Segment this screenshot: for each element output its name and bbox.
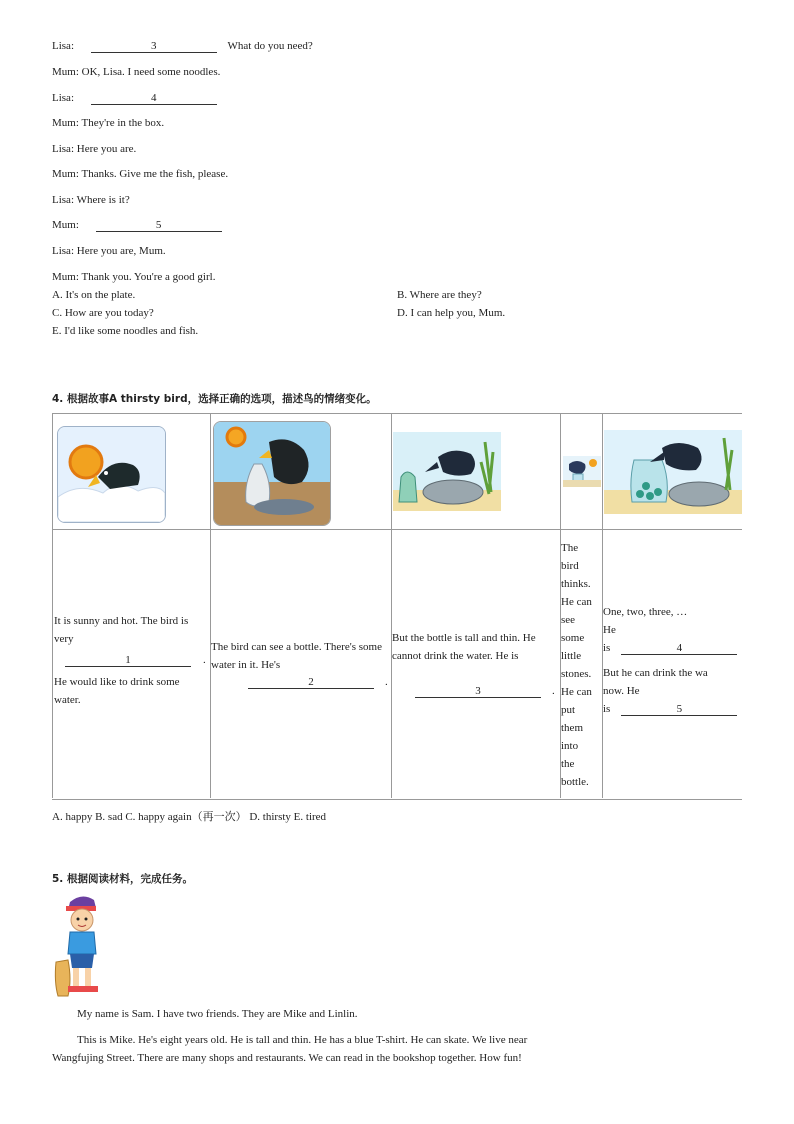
dialogue-text: Here you are, Mum. [76, 245, 166, 257]
story-cell-3 [392, 629, 556, 665]
bird-flying-illustration [58, 427, 165, 522]
blank-number: 2 [308, 676, 314, 688]
cell-text: The bird can see a bottle. There's some water in it. He's [211, 641, 382, 671]
option-a: A. It's on the plate. [52, 289, 136, 301]
bird-vase-picture [393, 432, 501, 511]
story-cell-1: It is sunny and hot. The bird is very 1 . He would like to drink some water. [54, 612, 206, 709]
speaker: Mum: [52, 219, 79, 231]
blank-number: 4 [676, 642, 683, 654]
passage-paragraph-3: Wangfujing Street. There are many shops and restaurants. We can read in the bookshop together. How fun! [52, 1052, 522, 1064]
cell-text: One, two, three, … [603, 606, 688, 618]
answer-blank-5[interactable] [96, 219, 222, 232]
speaker: Lisa: [52, 143, 74, 155]
boy-with-bat-illustration [52, 892, 104, 1000]
cell-word: bird [561, 560, 579, 572]
story-cell-4 [561, 539, 602, 791]
cell-word: put [561, 704, 576, 716]
dialogue-line-9 [52, 245, 166, 257]
speaker: Lisa: [52, 245, 74, 257]
story-cell-3-blank: 3 . [415, 685, 555, 698]
dialogue-line-2 [52, 66, 220, 78]
cell-text: It is sunny and hot. The bird is very [54, 615, 189, 645]
story-cell-2 [211, 638, 387, 674]
cell-word: thinks. [561, 578, 591, 590]
answer-blank-4[interactable] [621, 642, 737, 655]
option-b: B. Where are they? [397, 289, 482, 301]
question-5-title: 5. 根据阅读材料，完成任务。 [52, 873, 193, 885]
speaker: Mum: [52, 168, 79, 180]
speaker: Lisa: [52, 40, 74, 52]
passage-paragraph-1: My name is Sam. I have two friends. They are Mike and Linlin. [77, 1008, 358, 1020]
bird-bottle-illustration [214, 422, 330, 525]
dialogue-line-7 [52, 194, 130, 206]
speaker: Mum: [52, 271, 79, 283]
table-divider [52, 413, 53, 798]
cell-word: He can [561, 596, 592, 608]
cell-text: is [603, 642, 611, 654]
cell-word: see [561, 614, 576, 626]
dialogue-line-1 [52, 40, 313, 53]
speaker: Lisa: [52, 194, 74, 206]
cell-word: little [561, 650, 582, 662]
option-d: D. I can help you, Mum. [397, 307, 506, 319]
dialogue-line-8 [52, 219, 222, 232]
speaker: Lisa: [52, 92, 74, 104]
cell-text: But he can drink the wa [603, 667, 708, 679]
blank-number: 3 [475, 685, 481, 697]
answer-blank-2[interactable] [248, 676, 374, 689]
cell-text: But the bottle is tall and thin. He cannot drink the water. He is [392, 632, 536, 662]
dialogue-text: Where is it? [76, 194, 130, 206]
dialogue-line-6 [52, 168, 228, 180]
bird-drinking-picture [604, 430, 742, 514]
answer-blank-3[interactable] [91, 40, 217, 53]
blank-number: 4 [151, 92, 157, 104]
dialogue-text: They're in the box. [81, 117, 165, 129]
dialogue-text: What do you need? [227, 40, 313, 52]
answer-blank-5[interactable] [621, 703, 737, 716]
cell-word: The [561, 542, 579, 554]
story-cell-2-blank: 2 . [248, 676, 388, 689]
dialogue-text: Here you are. [76, 143, 137, 155]
dialogue-text: Thank you. You're a good girl. [81, 271, 216, 283]
dialogue-text: Thanks. Give me the fish, please. [81, 168, 229, 180]
blank-number: 5 [676, 703, 683, 715]
dialogue-line-10 [52, 271, 215, 283]
option-c: C. How are you today? [52, 307, 154, 319]
bird-flying-picture [57, 426, 166, 523]
blank-number: 5 [155, 219, 162, 231]
cell-word: into [561, 740, 579, 752]
question-4-title: 4. 根据故事A thirsty bird，选择正确的选项，描述鸟的情绪变化。 [52, 393, 377, 405]
cell-text: now. He [603, 685, 640, 697]
cell-text: He [603, 624, 616, 636]
speaker: Mum: [52, 117, 79, 129]
bird-stone-illustration [563, 456, 601, 487]
cell-text: is [603, 703, 611, 715]
boy-picture [52, 892, 104, 1000]
cell-word: them [561, 722, 583, 734]
option-e: E. I'd like some noodles and fish. [52, 325, 199, 337]
cell-word: stones. [561, 668, 592, 680]
story-cell-5 [603, 603, 742, 718]
question-4-options: A. happy B. sad C. happy again（再一次） D. thirsty E. tired [52, 811, 327, 823]
dialogue-line-3 [52, 92, 217, 105]
passage-paragraph-2: This is Mike. He's eight years old. He is tall and thin. He has a blue T-shirt. He can skate. We live near [77, 1034, 528, 1046]
cell-word: some [561, 632, 585, 644]
dialogue-line-5 [52, 143, 136, 155]
speaker: Mum: [52, 66, 79, 78]
bird-drinking-illustration [604, 430, 742, 514]
table-row-divider [52, 529, 742, 530]
dialogue-line-4 [52, 117, 164, 129]
cell-word: the [561, 758, 575, 770]
table-divider [391, 413, 392, 798]
answer-blank-4[interactable] [91, 92, 217, 105]
answer-blank-3[interactable] [415, 685, 541, 698]
dialogue-text: OK, Lisa. I need some noodles. [81, 66, 221, 78]
bird-bottle-picture [213, 421, 331, 526]
bird-stone-picture [563, 456, 601, 487]
cell-word: He can [561, 686, 592, 698]
cell-word: bottle. [561, 776, 589, 788]
blank-number: 1 [125, 654, 131, 666]
blank-number: 3 [151, 40, 157, 52]
table-divider [210, 413, 211, 798]
bird-vase-illustration [393, 432, 501, 511]
answer-blank-1[interactable] [65, 654, 191, 667]
cell-text: He would like to drink some water. [54, 676, 180, 706]
